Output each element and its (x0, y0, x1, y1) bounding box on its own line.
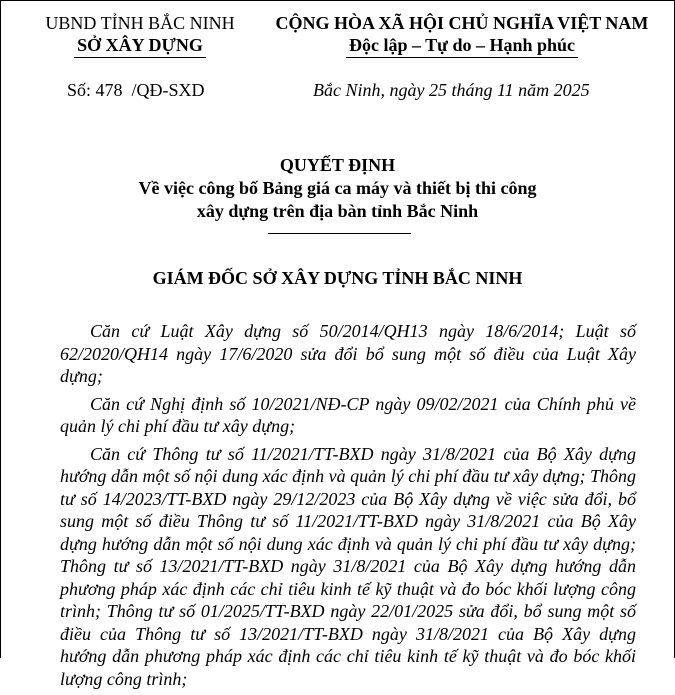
national-header-block (262, 12, 662, 58)
document-number: Số: 478 /QĐ-SXD (67, 80, 205, 100)
title-underline (268, 233, 411, 234)
document-place-date: Bắc Ninh, ngày 25 tháng 11 năm 2025 (313, 80, 590, 100)
agency-name: SỞ XÂY DỰNG (77, 35, 203, 55)
legal-basis-paragraph: Căn cứ Nghị định số 10/2021/NĐ-CP ngày 09/02/2021 của Chính phủ về quản lý chi phí đầu tư xây dựng; (60, 393, 636, 436)
document-title-block (0, 154, 675, 223)
authority-name: UBND TỈNH BẮC NINH (45, 13, 235, 33)
agency-underline (74, 57, 206, 58)
document-subject-line1: Về việc công bố Bảng giá ca máy và thiết bị thi công (138, 178, 537, 198)
motto-underline (346, 57, 578, 58)
document-subject-line2: xây dựng trên địa bàn tỉnh Bắc Ninh (196, 201, 479, 221)
document-body (60, 320, 636, 695)
legal-basis-paragraph: Căn cứ Thông tư số 11/2021/TT-BXD ngày 31/8/2021 của Bộ Xây dựng hướng dẫn một số nội dung xác định và quản lý chi phí đầu tư xây dựng; Thông tư số 14/2023/TT-BXD ngày 29/12/2023 của Bộ Xây dựng về việc sửa đổi, bổ sung một số điều Thông tư số 11/2021/TT-BXD ngày 31/8/2021 của Bộ Xây dựng hướng dẫn một số nội dung xác định và quản lý chi phí đầu tư xây dựng; Thông tư số 13/2021/TT-BXD ngày 31/8/2021 của Bộ Xây dựng hướng dẫn phương pháp xác định các chỉ tiêu kinh tế kỹ thuật và đo bóc khối lượng công trình; Thông tư số 01/2025/TT-BXD ngày 22/01/2025 sửa đổi, bổ sung một số điều của Thông tư số 13/2021/TT-BXD ngày 31/8/2021 của Bộ Xây dựng hướng dẫn phương pháp xác định các chỉ tiêu kinh tế kỹ thuật và đo bóc khối lượng công trình; (60, 443, 636, 689)
issuing-authority-block (20, 12, 260, 58)
document-type: QUYẾT ĐỊNH (279, 155, 396, 175)
issuer-heading: GIÁM ĐỐC SỞ XÂY DỰNG TỈNH BẮC NINH (152, 268, 523, 288)
legal-basis-paragraph: Căn cứ Luật Xây dựng số 50/2014/QH13 ngày 18/6/2014; Luật số 62/2020/QH14 ngày 17/6/2020 sửa đổi bổ sung một số điều của Luật Xây dựng; (60, 321, 636, 386)
national-motto: Độc lập – Tự do – Hạnh phúc (348, 35, 576, 55)
country-name: CỘNG HÒA XÃ HỘI CHỦ NGHĨA VIỆT NAM (275, 13, 649, 33)
